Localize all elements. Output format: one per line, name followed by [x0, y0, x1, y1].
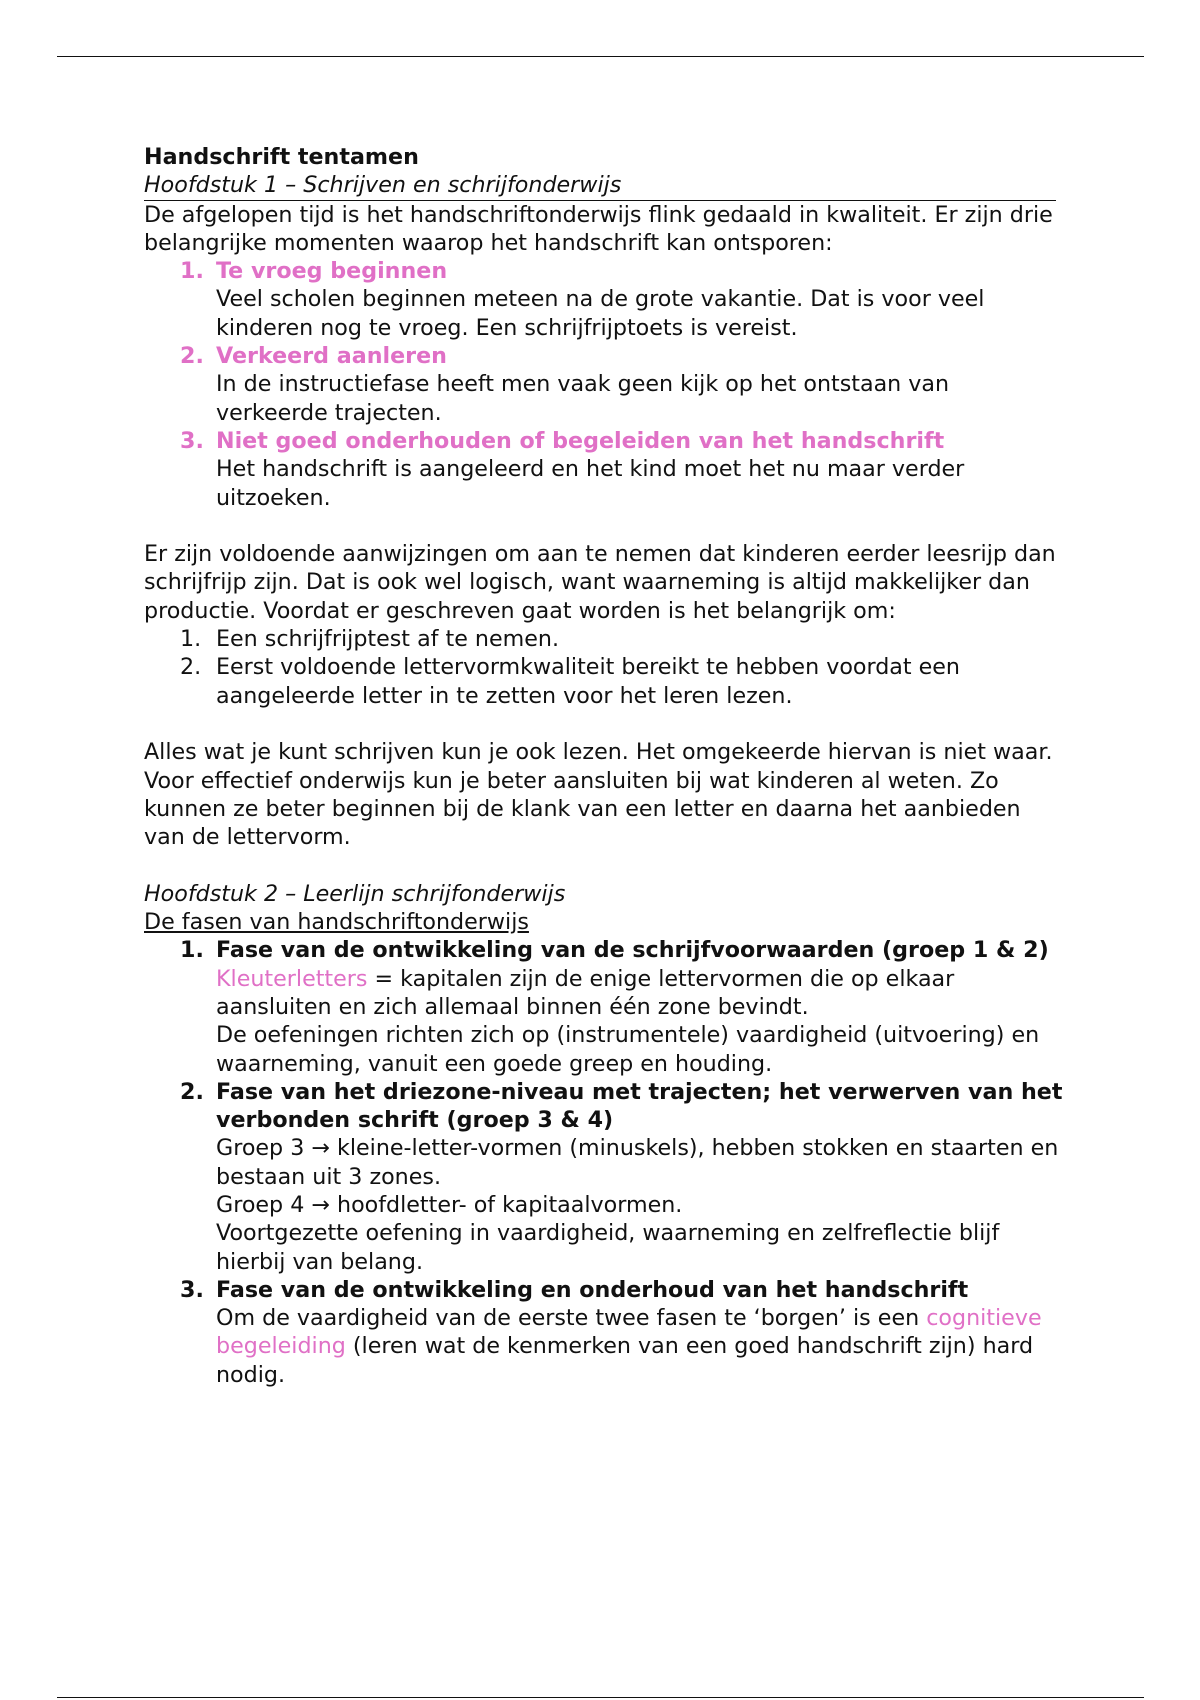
phase-text-after: (leren wat de kenmerken van een goed handschrift zijn) hard nodig.	[216, 1333, 1034, 1388]
spacer	[144, 851, 1064, 879]
document-title: Handschrift tentamen	[144, 144, 419, 170]
phases-list	[144, 936, 1064, 1389]
moment-title: Verkeerd aanleren	[216, 343, 447, 370]
list-item	[144, 257, 1064, 342]
phase-title: Fase van het driezone-niveau met trajecten; het verwerven van het verbonden schrift (groep 3 & 4)	[216, 1078, 1063, 1134]
list-item	[144, 653, 1064, 710]
list-number: 2.	[180, 343, 204, 370]
header-rule	[57, 56, 1144, 57]
phase-text: Voortgezette oefening in vaardigheid, waarneming en zelfreflectie blijf hierbij van belang.	[216, 1220, 1000, 1275]
highlight-term: cognitieve begeleiding	[216, 1305, 1042, 1360]
schrijfrijp-steps-list	[144, 625, 1064, 710]
step-text: Een schrijfrijptest af te nemen.	[216, 626, 560, 653]
list-number: 3.	[180, 427, 204, 454]
list-number: 1.	[180, 937, 204, 964]
list-item	[144, 1276, 1064, 1389]
phase-text: De oefeningen richten zich op (instrumentele) vaardigheid (uitvoering) en waarneming, vanuit een goede greep en houding.	[216, 1022, 1040, 1077]
phase-title: Fase van de ontwikkeling en onderhoud van het handschrift	[216, 1276, 969, 1303]
chapter-1-heading: Hoofdstuk 1 – Schrijven en schrijfonderwijs	[144, 171, 1056, 200]
chapter-2-subheading: De fasen van handschriftonderwijs	[144, 909, 529, 936]
phase-text	[216, 965, 1064, 1022]
chapter-1-intro: De afgelopen tijd is het handschriftonderwijs flink gedaald in kwaliteit. Er zijn drie belangrijke momenten waarop het handschrift kan ontsporen:	[144, 201, 1053, 256]
ontsporen-moments-list	[144, 257, 1064, 512]
phase-text: Groep 4 → hoofdletter- of kapitaalvormen.	[216, 1191, 683, 1218]
moment-title: Te vroeg beginnen	[216, 258, 448, 285]
phase-text: Groep 3 → kleine-letter-vormen (minuskels), hebben stokken en staarten en bestaan uit 3 zones.	[216, 1135, 1059, 1190]
chapter-1-paragraph-3b: Voor effectief onderwijs kun je beter aansluiten bij wat kinderen al weten. Zo kunnen ze beter beginnen bij de klank van een letter en daarna het aanbieden van de lettervorm.	[144, 767, 1021, 851]
moment-text: Veel scholen beginnen meteen na de grote vakantie. Dat is voor veel kinderen nog te vroeg. Een schrijfrijptoets is vereist.	[216, 286, 985, 341]
document-body	[144, 143, 1064, 1389]
phase-text-rest: = kapitalen zijn de enige lettervormen die op elkaar aansluiten en zich allemaal binnen één zone bevindt.	[216, 965, 955, 1020]
list-number: 1.	[180, 258, 204, 285]
list-item	[144, 936, 1064, 1077]
chapter-2-heading: Hoofdstuk 2 – Leerlijn schrijfonderwijs	[144, 880, 566, 907]
list-number: 2.	[180, 654, 202, 681]
highlight-term: Kleuterletters	[216, 965, 368, 992]
chapter-1-paragraph-2: Er zijn voldoende aanwijzingen om aan te nemen dat kinderen eerder leesrijp dan schrijfrijp zijn. Dat is ook wel logisch, want waarneming is altijd makkelijker dan productie. Voordat er geschreven gaat worden is het belangrijk om:	[144, 541, 1056, 624]
footer-rule	[57, 1697, 1144, 1698]
phase-title: Fase van de ontwikkeling van de schrijfvoorwaarden (groep 1 & 2)	[216, 937, 1049, 964]
moment-text: Het handschrift is aangeleerd en het kind moet het nu maar verder uitzoeken.	[216, 456, 965, 511]
phase-text	[216, 1304, 1064, 1389]
list-number: 2.	[180, 1078, 204, 1105]
list-item	[144, 427, 1064, 512]
list-number: 3.	[180, 1276, 204, 1303]
list-item	[144, 1078, 1064, 1276]
step-text: Eerst voldoende lettervormkwaliteit bereikt te hebben voordat een aangeleerde letter in te zetten voor het leren lezen.	[216, 654, 960, 709]
list-number: 1.	[180, 626, 202, 653]
moment-title: Niet goed onderhouden of begeleiden van het handschrift	[216, 427, 945, 454]
list-item	[144, 625, 1064, 653]
phase-text-before: Om de vaardigheid van de eerste twee fasen te ‘borgen’ is een	[216, 1305, 927, 1332]
moment-text: In de instructiefase heeft men vaak geen kijk op het ontstaan van verkeerde trajecten.	[216, 371, 950, 426]
list-item	[144, 342, 1064, 427]
spacer	[144, 512, 1064, 540]
chapter-1-paragraph-3a: Alles wat je kunt schrijven kun je ook lezen. Het omgekeerde hiervan is niet waar.	[144, 739, 1053, 766]
spacer	[144, 710, 1064, 738]
